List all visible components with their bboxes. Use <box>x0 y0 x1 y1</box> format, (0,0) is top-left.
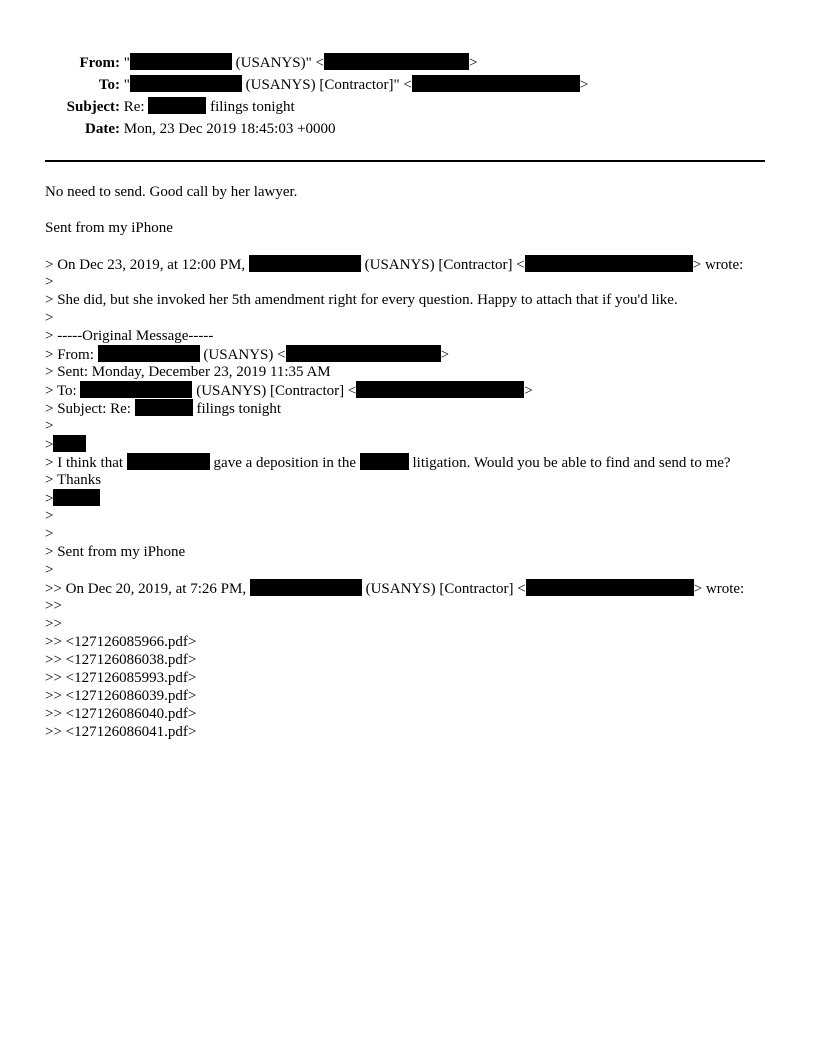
to-label: To: <box>98 77 120 93</box>
quote-gt: > <box>45 274 54 290</box>
redaction <box>324 53 469 70</box>
quote-text: (USANYS) [Contractor] < <box>196 383 357 399</box>
to-mid: (USANYS) [Contractor]" < <box>245 77 412 93</box>
quote-gt: > <box>45 508 54 524</box>
quote-gt: > <box>45 310 54 326</box>
redaction <box>135 399 193 416</box>
orig-to-row <box>45 381 533 400</box>
quote-text: > wrote: <box>692 257 744 273</box>
attachment-item: >> <127126085966.pdf> <box>45 634 197 650</box>
date-label: Date: <box>85 121 120 137</box>
date-row <box>0 118 816 140</box>
redaction <box>250 579 362 596</box>
redaction <box>130 75 242 92</box>
quote-text: > <box>440 347 450 363</box>
signature-row <box>45 489 100 508</box>
date-value: Mon, 23 Dec 2019 18:45:03 +0000 <box>123 121 336 137</box>
quote-gtgt: >> <box>45 616 62 632</box>
subject-label: Subject: <box>66 99 120 115</box>
quote-text: gave a deposition in the <box>213 455 357 471</box>
quote-text: > From: <box>45 347 94 363</box>
quote-text: > <box>45 491 54 507</box>
quote-gt: > <box>45 526 54 542</box>
redaction <box>53 435 86 452</box>
orig-subject-row <box>45 399 281 418</box>
redaction <box>98 345 200 362</box>
to-row <box>0 74 816 96</box>
redaction <box>525 255 693 272</box>
attachment-item: >> <127126086038.pdf> <box>45 652 197 668</box>
redaction <box>360 453 409 470</box>
redaction <box>356 381 524 398</box>
redaction <box>80 381 192 398</box>
orig-from-row <box>45 345 449 364</box>
redaction <box>53 489 100 506</box>
think-row <box>45 453 731 472</box>
quote-text: > <box>524 383 533 399</box>
to-end: > <box>579 77 589 93</box>
to-open-quote: " <box>123 77 130 93</box>
quote-text: filings tonight <box>196 401 282 417</box>
attachment-item: >> <127126085993.pdf> <box>45 670 197 686</box>
quote-text: >> On Dec 20, 2019, at 7:26 PM, <box>45 581 247 597</box>
subject-prefix: Re: <box>123 99 145 115</box>
quote-header-2 <box>45 579 744 598</box>
greeting-row <box>45 435 86 454</box>
quote-text: (USANYS) < <box>203 347 286 363</box>
from-mid: (USANYS)" < <box>235 55 324 71</box>
quote-text: (USANYS) [Contractor] < <box>365 581 526 597</box>
from-label: From: <box>79 55 120 71</box>
thanks-row: > Thanks <box>45 472 102 488</box>
quote-gtgt: >> <box>45 598 62 614</box>
quote-gt: > <box>45 562 54 578</box>
from-end: > <box>468 55 478 71</box>
attachment-item: >> <127126086040.pdf> <box>45 706 197 722</box>
body-line-1: No need to send. Good call by her lawyer. <box>45 184 298 200</box>
original-message-header: > -----Original Message----- <box>45 328 214 344</box>
quote-text: litigation. Would you be able to find and send to me? <box>412 455 731 471</box>
quote-text: (USANYS) [Contractor] < <box>364 257 525 273</box>
redaction <box>526 579 694 596</box>
quote-line-she-did: > She did, but she invoked her 5th amendment right for every question. Happy to attach that if you'd like. <box>45 292 678 308</box>
redaction <box>249 255 361 272</box>
quote-text: > I think that <box>45 455 124 471</box>
quote-text: > To: <box>45 383 77 399</box>
body-line-2: Sent from my iPhone <box>45 220 173 236</box>
quote-header-1 <box>45 255 743 274</box>
redaction <box>127 453 210 470</box>
orig-sent-row: > Sent: Monday, December 23, 2019 11:35 AM <box>45 364 331 380</box>
header-divider <box>45 160 765 162</box>
attachment-item: >> <127126086041.pdf> <box>45 724 197 740</box>
subject-suffix: filings tonight <box>210 99 295 115</box>
redaction <box>286 345 441 362</box>
redaction <box>130 53 232 70</box>
quote-gt: > <box>45 418 54 434</box>
subject-row <box>0 96 816 118</box>
from-row <box>0 52 816 74</box>
redaction <box>148 97 206 114</box>
quote-text: > Subject: Re: <box>45 401 131 417</box>
attachment-item: >> <127126086039.pdf> <box>45 688 197 704</box>
quote-text: > On Dec 23, 2019, at 12:00 PM, <box>45 257 246 273</box>
sent-iphone-row: > Sent from my iPhone <box>45 544 186 560</box>
redaction <box>412 75 580 92</box>
from-open-quote: " <box>123 55 130 71</box>
quote-text: > wrote: <box>693 581 745 597</box>
quote-text: > <box>45 437 54 453</box>
